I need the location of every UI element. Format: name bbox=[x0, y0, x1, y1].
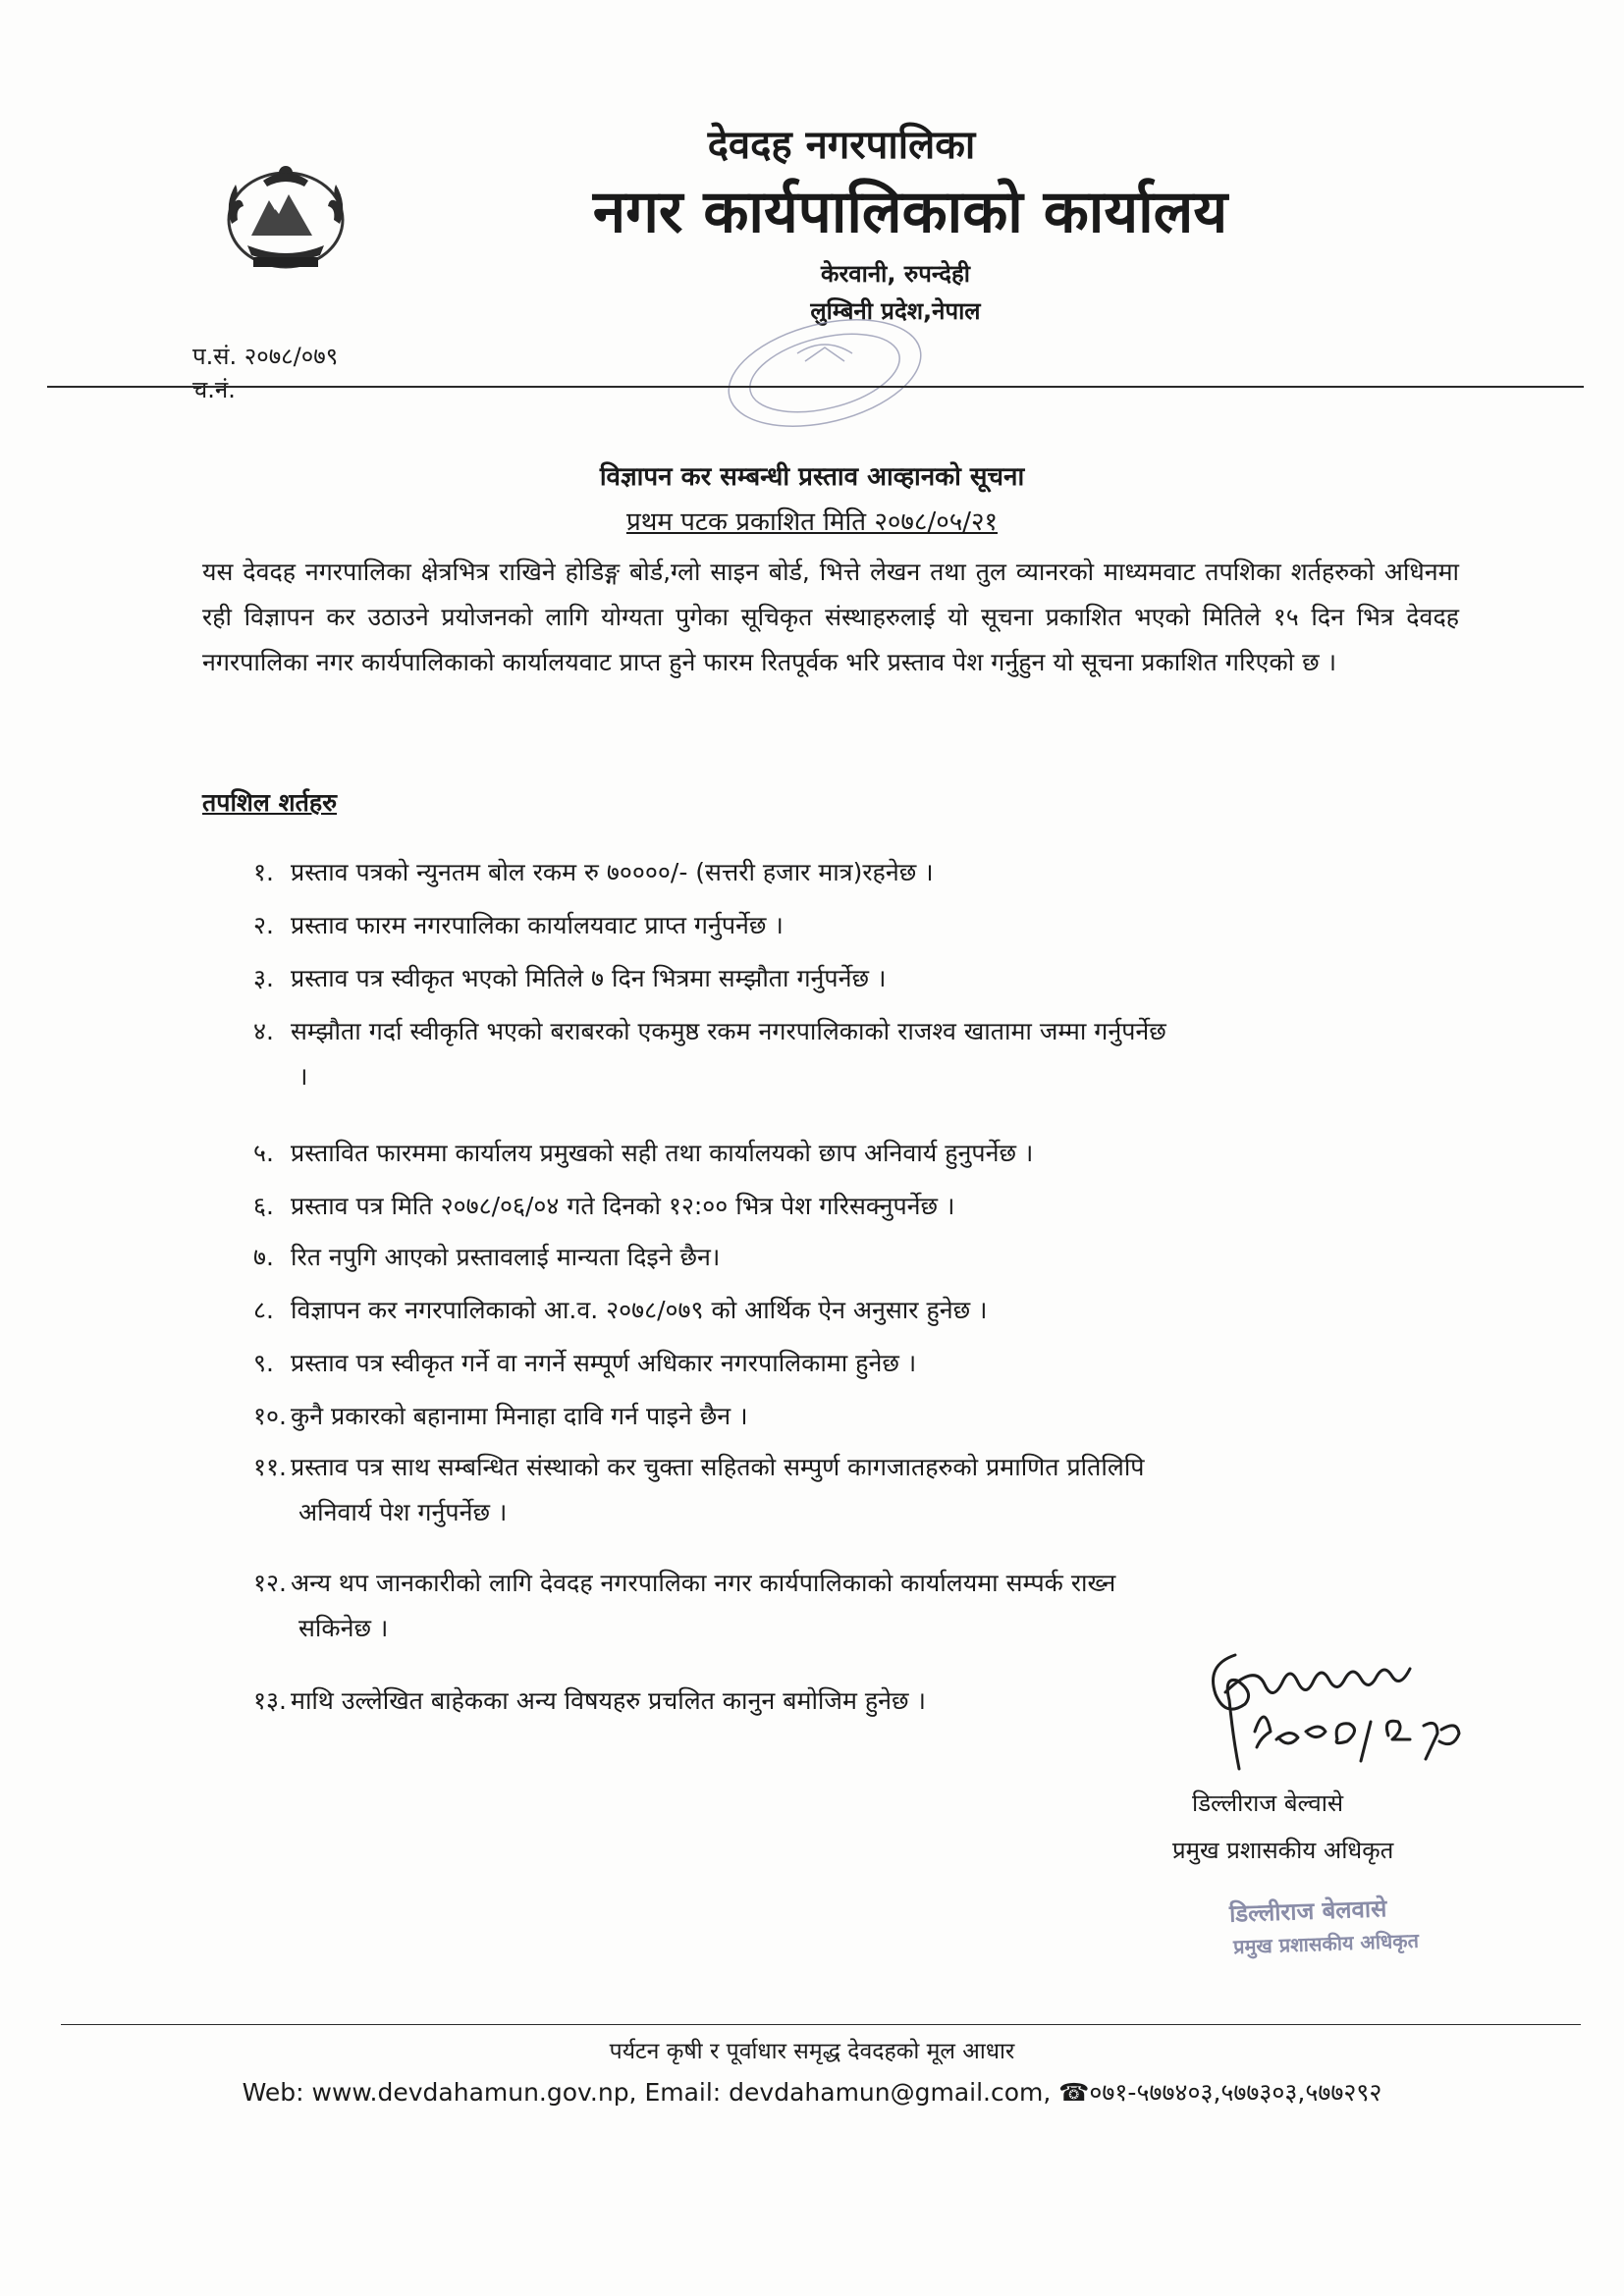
condition-item bbox=[253, 1561, 1471, 1651]
seal-name: डिल्लीराज बेलवासे bbox=[1228, 1895, 1387, 1928]
condition-number: १०. bbox=[253, 1402, 287, 1430]
condition-number: १२. bbox=[253, 1569, 287, 1597]
conditions-heading: तपशिल शर्तहरु bbox=[202, 788, 338, 817]
condition-number: ६. bbox=[253, 1192, 274, 1220]
condition-item bbox=[253, 1288, 1471, 1333]
condition-text: प्रस्ताव पत्र मिति २०७८/०६/०४ गते दिनको १२:०० भित्र पेश गरिसक्नुपर्नेछ । bbox=[291, 1192, 955, 1220]
condition-item bbox=[253, 956, 1471, 1001]
org-name: देवदह नगरपालिका bbox=[707, 123, 976, 168]
condition-text: प्रस्ताव पत्र स्वीकृत गर्ने वा नगर्ने सम्पूर्ण अधिकार नगरपालिकामा हुनेछ । bbox=[291, 1349, 917, 1377]
office-stamp-icon bbox=[707, 314, 943, 432]
condition-number: ४. bbox=[253, 1017, 274, 1045]
condition-text: प्रस्ताव पत्र स्वीकृत भएको मितिले ७ दिन भित्रमा सम्झौता गर्नुपर्नेछ । bbox=[291, 964, 887, 992]
condition-number: ११. bbox=[253, 1453, 287, 1481]
address-line-2: लुम्बिनी प्रदेश,नेपाल bbox=[810, 297, 981, 325]
condition-text: प्रस्तावित फारममा कार्यालय प्रमुखको सही तथा कार्यालयको छाप अनिवार्य हुनुपर्नेछ । bbox=[291, 1139, 1034, 1167]
condition-item bbox=[253, 1009, 1471, 1099]
condition-item bbox=[253, 1184, 1471, 1229]
signer-designation: प्रमुख प्रशासकीय अधिकृत bbox=[1172, 1837, 1394, 1864]
condition-item bbox=[253, 850, 1471, 895]
condition-item bbox=[253, 1235, 1471, 1280]
condition-number: १३. bbox=[253, 1686, 287, 1715]
condition-number: ५. bbox=[253, 1139, 274, 1167]
condition-text: अन्य थप जानकारीको लागि देवदह नगरपालिका नगर कार्यपालिकाको कार्यालयमा सम्पर्क राख्न bbox=[291, 1569, 1116, 1597]
condition-text: रित नपुगि आएको प्रस्तावलाई मान्यता दिइने छैन। bbox=[291, 1243, 721, 1271]
condition-number: ८. bbox=[253, 1296, 274, 1324]
condition-text: माथि उल्लेखित बाहेकका अन्य विषयहरु प्रचलित कानुन बमोजिम हुनेछ । bbox=[291, 1686, 926, 1715]
condition-continuation: सकिनेछ । bbox=[298, 1614, 389, 1642]
published-date-text: प्रथम पटक प्रकाशित मिति २०७८/०५/२१ bbox=[625, 507, 999, 537]
condition-item bbox=[253, 1394, 1471, 1439]
condition-item bbox=[253, 1341, 1471, 1386]
header-divider bbox=[47, 386, 1584, 388]
dispatch-number: च.नं. bbox=[192, 376, 236, 403]
address-line-1: केरवानी, रुपन्देही bbox=[821, 260, 970, 288]
notice-title: विज्ञापन कर सम्बन्धी प्रस्ताव आव्हानको सूचना bbox=[599, 462, 1025, 492]
letter-number: प.सं. २०७८/०७९ bbox=[192, 343, 339, 370]
condition-item bbox=[253, 903, 1471, 948]
condition-number: १. bbox=[253, 858, 274, 886]
condition-number: ७. bbox=[253, 1243, 274, 1271]
condition-number: ३. bbox=[253, 964, 274, 992]
condition-continuation: । bbox=[298, 1062, 308, 1091]
published-date bbox=[0, 503, 1624, 538]
condition-text: प्रस्ताव फारम नगरपालिका कार्यालयवाट प्राप्त गर्नुपर्नेछ । bbox=[291, 911, 784, 939]
condition-item bbox=[253, 1445, 1471, 1535]
footer-divider bbox=[61, 2024, 1581, 2025]
office-name: नगर कार्यपालिकाको कार्यालय bbox=[592, 178, 1228, 246]
condition-number: ९. bbox=[253, 1349, 274, 1377]
condition-text: कुनै प्रकारको बहानामा मिनाहा दावि गर्न पाइने छैन । bbox=[291, 1402, 748, 1430]
signer-name: डिल्लीराज बेल्वासे bbox=[1192, 1789, 1344, 1817]
footer-contact: Web: www.devdahamun.gov.np, Email: devdahamun@gmail.com, ☎०७१-५७७४०३,५७७३०३,५७७२९२ bbox=[242, 2078, 1382, 2107]
seal-designation: प्रमुख प्रशासकीय अधिकृत bbox=[1232, 1928, 1420, 1959]
condition-item bbox=[253, 1131, 1471, 1176]
condition-text: विज्ञापन कर नगरपालिकाको आ.व. २०७८/०७९ को आर्थिक ऐन अनुसार हुनेछ । bbox=[291, 1296, 988, 1324]
notice-intro: यस देवदह नगरपालिका क्षेत्रभित्र राखिने होडिङ्ग बोर्ड,ग्लो साइन बोर्ड, भित्ते लेखन तथा तुल व्यानरको माध्यमवाट तपशिका शर्तहरुको अधिनमा रही विज्ञापन कर उठाउने प्रयोजनको लागि योग्यता पुगेका सूचिकृत संस्थाहरुलाई यो सूचना प्रकाशित भएको मितिले १५ दिन भित्र देवदह नगरपालिका नगर कार्यपालिकाको कार्यालयवाट प्राप्त हुने फारम रितपूर्वक भरि प्रस्ताव पेश गर्नुहुन यो सूचना प्रकाशित गरिएको छ । bbox=[202, 558, 1459, 676]
condition-text: सम्झौता गर्दा स्वीकृति भएको बराबरको एकमुष्ठ रकम नगरपालिकाको राजश्व खातामा जम्मा गर्नुपर्नेछ bbox=[291, 1017, 1166, 1045]
condition-text: प्रस्ताव पत्रको न्युनतम बोल रकम रु ७००००/- (सत्तरी हजार मात्र)रहनेछ । bbox=[291, 858, 934, 886]
condition-text: प्रस्ताव पत्र साथ सम्बन्धित संस्थाको कर चुक्ता सहितको सम्पुर्ण कागजातहरुको प्रमाणित प्रतिलिपि bbox=[291, 1453, 1145, 1481]
condition-number: २. bbox=[253, 911, 274, 939]
footer-motto: पर्यटन कृषी र पूर्वाधार समृद्ध देवदहको मूल आधार bbox=[609, 2039, 1015, 2064]
condition-continuation: अनिवार्य पेश गर्नुपर्नेछ । bbox=[298, 1498, 508, 1526]
